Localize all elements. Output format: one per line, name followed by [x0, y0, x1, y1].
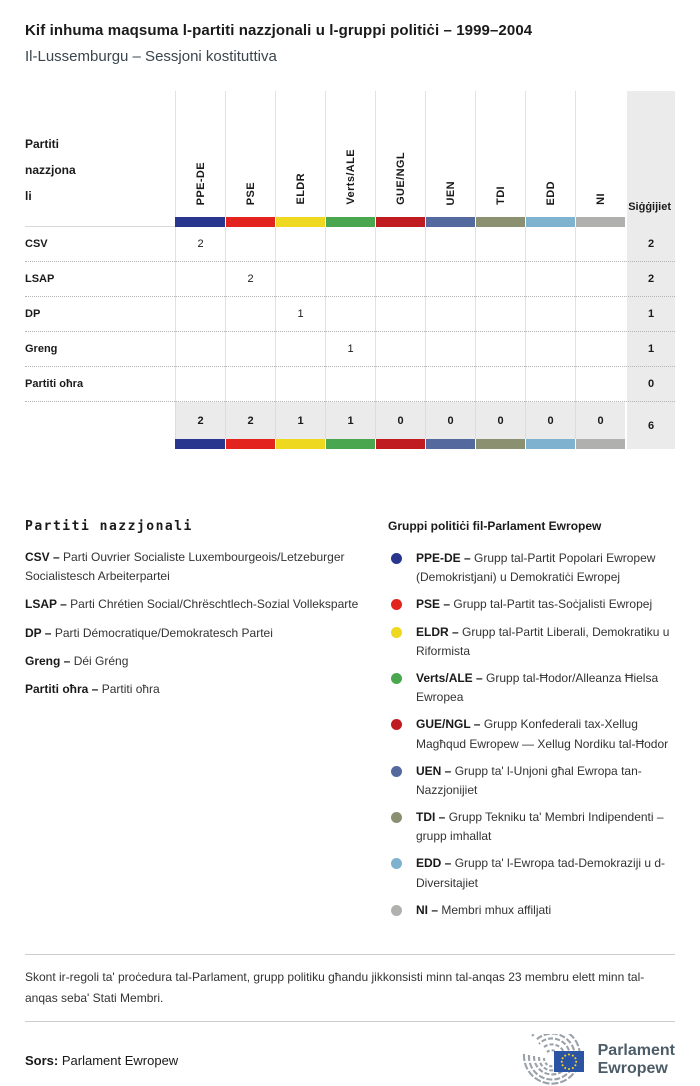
table-cell	[475, 227, 525, 262]
table-cell	[475, 262, 525, 297]
table-cell	[375, 227, 425, 262]
legend-item: GUE/NGL – Grupp Konfederali tax-Xellug Magħqud Ewropew — Xellug Nordiku tal-Ħodor	[388, 715, 675, 753]
table-cell	[325, 367, 375, 402]
legend-item: EDD – Grupp ta' l-Ewropa tad-Demokraziji u d-Diversitajiet	[388, 854, 675, 892]
group-color-bar	[575, 439, 625, 449]
table-cell	[525, 332, 575, 367]
table-cell	[375, 332, 425, 367]
table-cell	[325, 262, 375, 297]
party-row-name: CSV	[25, 227, 175, 262]
table-cell	[175, 262, 225, 297]
group-color-dot	[391, 812, 402, 823]
column-total: 0	[475, 402, 525, 439]
table-cell	[525, 367, 575, 402]
table-cell	[275, 262, 325, 297]
column-header-edd: EDD	[525, 91, 575, 217]
page-subtitle: Il-Lussemburgu – Sessjoni kostituttiva	[25, 48, 277, 65]
table-cell	[175, 367, 225, 402]
table-cell	[175, 297, 225, 332]
table-cell	[475, 367, 525, 402]
table-cell	[425, 262, 475, 297]
column-total: 0	[525, 402, 575, 439]
table-cell	[375, 297, 425, 332]
table-cell	[575, 367, 625, 402]
column-total: 0	[575, 402, 625, 439]
legend-item: NI – Membri mhux affiljati	[388, 901, 675, 920]
column-total: 0	[375, 402, 425, 439]
table-cell	[575, 227, 625, 262]
legend-item: Verts/ALE – Grupp tal-Ħodor/Alleanza Ħielsa Ewropea	[388, 669, 675, 707]
row-seats-total: 2	[625, 227, 675, 262]
column-header-eldr: ELDR	[275, 91, 325, 217]
group-color-dot	[391, 599, 402, 610]
group-color-bar	[425, 217, 475, 227]
legend-item: UEN – Grupp ta' l-Unjoni għal Ewropa tan-Nazzjonijiet	[388, 762, 675, 800]
column-header-pse: PSE	[225, 91, 275, 217]
table-cell	[525, 227, 575, 262]
group-color-dot	[391, 553, 402, 564]
column-total: 1	[275, 402, 325, 439]
legend-item: LSAP – Parti Chrétien Social/Chrëschtlech-Sozial Volleksparte	[25, 597, 359, 612]
group-color-dot	[391, 858, 402, 869]
party-row-name: Partiti oħra	[25, 367, 175, 402]
group-color-bar	[225, 217, 275, 227]
column-header-uen: UEN	[425, 91, 475, 217]
table-cell	[525, 262, 575, 297]
legend-item: DP – Parti Démocratique/Demokratesch Partei	[25, 625, 273, 640]
group-color-bar	[175, 217, 225, 227]
divider	[25, 954, 675, 955]
hemicycle-icon	[516, 1034, 588, 1086]
footnote-text: Skont ir-regoli ta' proċedura tal-Parlament, grupp politiku għandu jikkonsisti minn tal-anqas 23 membru elett minn tal-anqas seba' Stati Membri.	[25, 970, 645, 1005]
column-header-verts-ale: Verts/ALE	[325, 91, 375, 217]
party-row-name: LSAP	[25, 262, 175, 297]
table-cell	[425, 227, 475, 262]
group-color-bar	[375, 439, 425, 449]
row-seats-total: 1	[625, 297, 675, 332]
legend-item: PSE – Grupp tal-Partit tas-Soċjalisti Ewropej	[388, 595, 675, 614]
table-cell	[325, 227, 375, 262]
table-cell	[275, 227, 325, 262]
legend-section	[25, 519, 675, 928]
page-title: Kif inhuma maqsuma l-partiti nazzjonali u l-gruppi politiċi – 1999–2004	[25, 22, 533, 39]
table-cell	[325, 297, 375, 332]
column-total: 1	[325, 402, 375, 439]
group-color-bar	[525, 439, 575, 449]
group-color-bar	[275, 439, 325, 449]
grand-total-seats: 6	[625, 402, 675, 449]
national-parties-legend	[25, 519, 383, 928]
column-header-tdi: TDI	[475, 91, 525, 217]
column-header-ppe-de: PPE-DE	[175, 91, 225, 217]
color-bar-spacer	[25, 439, 175, 449]
table-cell	[575, 332, 625, 367]
political-groups-heading: Gruppi politiċi fil-Parlament Ewropew	[388, 519, 602, 533]
party-row-name: DP	[25, 297, 175, 332]
political-groups-legend	[388, 519, 675, 928]
table-cell	[225, 227, 275, 262]
seats-table	[25, 91, 675, 449]
group-color-bar	[425, 439, 475, 449]
group-color-bar	[525, 217, 575, 227]
group-color-bar	[575, 217, 625, 227]
group-color-dot	[391, 905, 402, 916]
group-color-bar	[325, 439, 375, 449]
table-cell	[425, 367, 475, 402]
national-parties-heading: Partiti nazzjonali	[25, 519, 193, 534]
totals-row-spacer	[25, 402, 175, 439]
group-color-dot	[391, 719, 402, 730]
row-seats-total: 1	[625, 332, 675, 367]
group-color-bar	[225, 439, 275, 449]
table-cell: 2	[225, 262, 275, 297]
legend-item: Partiti oħra – Partiti oħra	[25, 681, 160, 696]
table-cell: 2	[175, 227, 225, 262]
legend-item: TDI – Grupp Tekniku ta' Membri Indipendenti – grupp imhallat	[388, 808, 675, 846]
column-total: 2	[225, 402, 275, 439]
table-cell	[575, 262, 625, 297]
legend-item: CSV – Parti Ouvrier Socialiste Luxembourgeois/Letzeburger Socialistesch Arbeiterpartei	[25, 550, 345, 584]
group-color-dot	[391, 673, 402, 684]
column-header-ni: NI	[575, 91, 625, 217]
column-total: 2	[175, 402, 225, 439]
color-bar-spacer	[25, 217, 175, 227]
table-cell	[225, 367, 275, 402]
column-total: 0	[425, 402, 475, 439]
source-text: Sors: Parlament Ewropew	[25, 1052, 179, 1068]
table-cell	[425, 297, 475, 332]
table-cell	[525, 297, 575, 332]
group-color-bar	[175, 439, 225, 449]
divider	[25, 1021, 675, 1022]
table-cell	[475, 332, 525, 367]
row-seats-total: 0	[625, 367, 675, 402]
table-cell	[425, 332, 475, 367]
table-cell	[225, 297, 275, 332]
table-cell	[275, 367, 325, 402]
group-color-bar	[475, 217, 525, 227]
source-row	[25, 1034, 675, 1086]
column-header-gue-ngl: GUE/NGL	[375, 91, 425, 217]
row-header-label: Partiti nazzjona li	[25, 137, 76, 203]
group-color-bar	[275, 217, 325, 227]
legend-item: Greng – Déi Gréng	[25, 653, 129, 668]
table-cell	[375, 367, 425, 402]
table-cell	[225, 332, 275, 367]
table-cell: 1	[275, 297, 325, 332]
group-color-bar	[475, 439, 525, 449]
legend-item: ELDR – Grupp tal-Partit Liberali, Demokratiku u Riformista	[388, 623, 675, 661]
table-cell	[475, 297, 525, 332]
table-cell	[575, 297, 625, 332]
legend-item: PPE-DE – Grupp tal-Partit Popolari Ewropew (Demokristjani) u Demokratiċi Ewropej	[388, 549, 675, 587]
group-color-bar	[325, 217, 375, 227]
row-seats-total: 2	[625, 262, 675, 297]
group-color-dot	[391, 627, 402, 638]
party-row-name: Greng	[25, 332, 175, 367]
column-header-seats: Siġġijiet	[625, 91, 675, 227]
european-parliament-logo	[516, 1034, 675, 1086]
table-cell	[275, 332, 325, 367]
table-cell	[175, 332, 225, 367]
table-cell	[375, 262, 425, 297]
group-color-bar	[375, 217, 425, 227]
logo-wordmark: Parlament Ewropew	[597, 1041, 675, 1077]
group-color-dot	[391, 766, 402, 777]
table-cell: 1	[325, 332, 375, 367]
